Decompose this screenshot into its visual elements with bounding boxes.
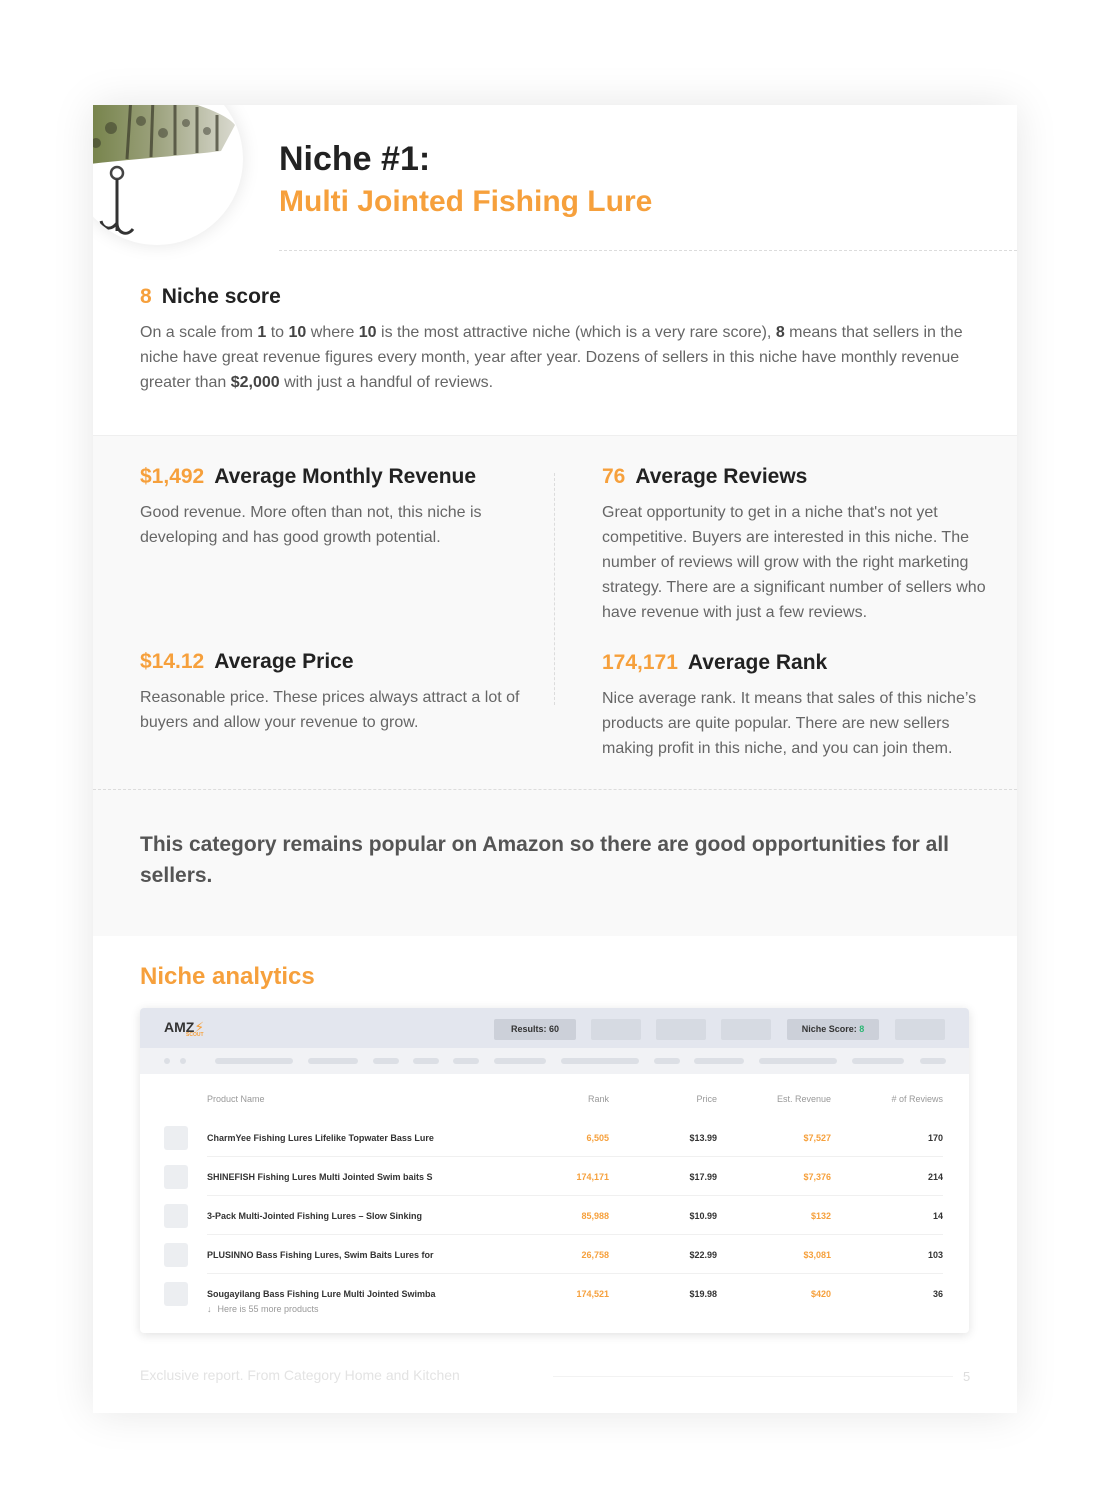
product-rank: 174,521 [576, 1289, 609, 1299]
price-label: Average Price [214, 650, 354, 673]
page-number: 5 [963, 1369, 971, 1384]
stat-rank [602, 651, 1002, 761]
row-checkbox[interactable] [164, 1204, 188, 1228]
footer-text: Exclusive report. From Category Home and Kitchen [140, 1367, 460, 1383]
reviews-value: 76 [602, 465, 626, 488]
header-divider [279, 250, 1017, 251]
description-text: is the most attractive niche (which is a very rare score), [376, 324, 776, 341]
product-rank: 6,505 [586, 1133, 609, 1143]
analytics-table [140, 1008, 969, 1333]
lure-icon [93, 105, 243, 245]
niche-score-badge: Niche Score: 8 [787, 1019, 879, 1040]
product-revenue: $132 [810, 1211, 831, 1221]
emphasized-text: 1 [257, 324, 267, 341]
rank-value: 174,171 [602, 651, 678, 674]
col-revenue: Est. Revenue [776, 1094, 831, 1104]
report-page [93, 105, 1017, 1413]
product-reviews: 36 [932, 1289, 943, 1299]
table-row[interactable] [140, 1196, 969, 1235]
product-reviews: 214 [927, 1172, 943, 1182]
stats-bottom-divider [93, 789, 1017, 790]
table-row[interactable] [140, 1235, 969, 1274]
stat-reviews [602, 465, 997, 625]
stat-revenue [140, 465, 530, 550]
description-text: with just a handful of reviews. [279, 374, 494, 391]
product-revenue: $3,081 [803, 1250, 831, 1260]
row-checkbox[interactable] [164, 1165, 188, 1189]
product-reviews: 14 [932, 1211, 943, 1221]
product-reviews: 170 [927, 1133, 943, 1143]
revenue-description: Good revenue. More often than not, this niche is developing and has good growth potential. [140, 504, 482, 546]
reviews-description: Great opportunity to get in a niche that's not yet competitive. Buyers are interested in this niche. The number of reviews will grow with the right marketing strategy. There are a significant number of sellers who have revenue with just a few reviews. [602, 504, 986, 621]
toolbar-placeholder [721, 1019, 771, 1040]
product-price: $10.99 [689, 1211, 717, 1221]
arrow-down-icon: ↓ [207, 1304, 212, 1314]
product-name: PLUSINNO Bass Fishing Lures, Swim Baits Lures for [207, 1250, 434, 1260]
fishing-lure-image [93, 105, 243, 245]
emphasized-text: 10 [358, 324, 377, 341]
product-rank: 174,171 [576, 1172, 609, 1182]
table-row[interactable] [140, 1157, 969, 1196]
price-description: Reasonable price. These prices always attract a lot of buyers and allow your revenue to grow. [140, 689, 520, 731]
niche-number: Niche #1: [279, 140, 431, 178]
product-revenue: $7,527 [803, 1133, 831, 1143]
col-product-name: Product Name [207, 1094, 265, 1104]
niche-title [279, 139, 652, 222]
niche-score-label: Niche score [161, 285, 281, 308]
conclusion-text: This category remains popular on Amazon so there are good opportunities for all sellers. [140, 833, 950, 887]
niche-score-section [140, 285, 970, 395]
analytics-title: Niche analytics [140, 963, 315, 990]
row-checkbox[interactable] [164, 1126, 188, 1150]
row-checkbox[interactable] [164, 1243, 188, 1267]
col-rank: Rank [587, 1094, 609, 1104]
product-price: $22.99 [689, 1250, 717, 1260]
table-toolbar [140, 1008, 969, 1048]
product-name: Sougayilang Bass Fishing Lure Multi Jointed Swimba [207, 1289, 436, 1299]
toolbar-placeholder [591, 1019, 641, 1040]
reviews-label: Average Reviews [635, 465, 808, 488]
description-text: On a scale from [140, 324, 258, 341]
footer-line [553, 1376, 953, 1377]
toolbar-placeholder [895, 1019, 945, 1040]
product-name: 3-Pack Multi-Jointed Fishing Lures – Slow Sinking [207, 1211, 423, 1221]
niche-name: Multi Jointed Fishing Lure [279, 185, 653, 218]
product-price: $13.99 [689, 1133, 717, 1143]
emphasized-text: $2,000 [230, 374, 280, 391]
description-text: where [306, 324, 359, 341]
description-text: means that sellers in the niche have great revenue figures every month, year after year. Dozens of sellers in this niche have monthly revenue greater than [140, 324, 963, 391]
price-value: $14.12 [140, 650, 205, 673]
niche-score-description [140, 320, 970, 395]
niche-score-value: 8 [140, 285, 152, 308]
stats-divider [554, 473, 555, 705]
row-checkbox[interactable] [164, 1282, 188, 1306]
logo-mark-icon: ⚡ [194, 1019, 205, 1035]
revenue-value: $1,492 [140, 465, 205, 488]
table-row[interactable] [140, 1118, 969, 1157]
col-price: Price [696, 1094, 717, 1104]
product-rank: 85,988 [581, 1211, 609, 1221]
col-reviews: # of Reviews [891, 1094, 943, 1104]
product-reviews: 103 [927, 1250, 943, 1260]
stat-price [140, 650, 530, 735]
rank-description: Nice average rank. It means that sales of this niche’s products are quite popular. There are new sellers making profit in this niche, and you can join them. [602, 690, 977, 757]
product-revenue: $7,376 [803, 1172, 831, 1182]
rank-label: Average Rank [687, 651, 828, 674]
product-name: CharmYee Fishing Lures Lifelike Topwater Bass Lure [207, 1133, 434, 1143]
product-price: $17.99 [689, 1172, 717, 1182]
product-revenue: $420 [810, 1289, 831, 1299]
table-filter-bar [140, 1048, 969, 1074]
toolbar-placeholder [656, 1019, 706, 1040]
product-rank: 26,758 [581, 1250, 609, 1260]
emphasized-text: 10 [288, 324, 307, 341]
product-name: SHINEFISH Fishing Lures Multi Jointed Swim baits S [207, 1172, 433, 1182]
emphasized-text: 8 [775, 324, 785, 341]
more-products-link[interactable]: ↓ Here is 55 more products [207, 1304, 319, 1314]
revenue-label: Average Monthly Revenue [214, 465, 477, 488]
results-badge: Results: 60 [494, 1019, 576, 1040]
niche-score-heading [140, 285, 970, 309]
product-price: $19.98 [689, 1289, 717, 1299]
amzscout-logo: AMZ⚡ SCOUT [164, 1019, 205, 1038]
description-text: to [266, 324, 289, 341]
